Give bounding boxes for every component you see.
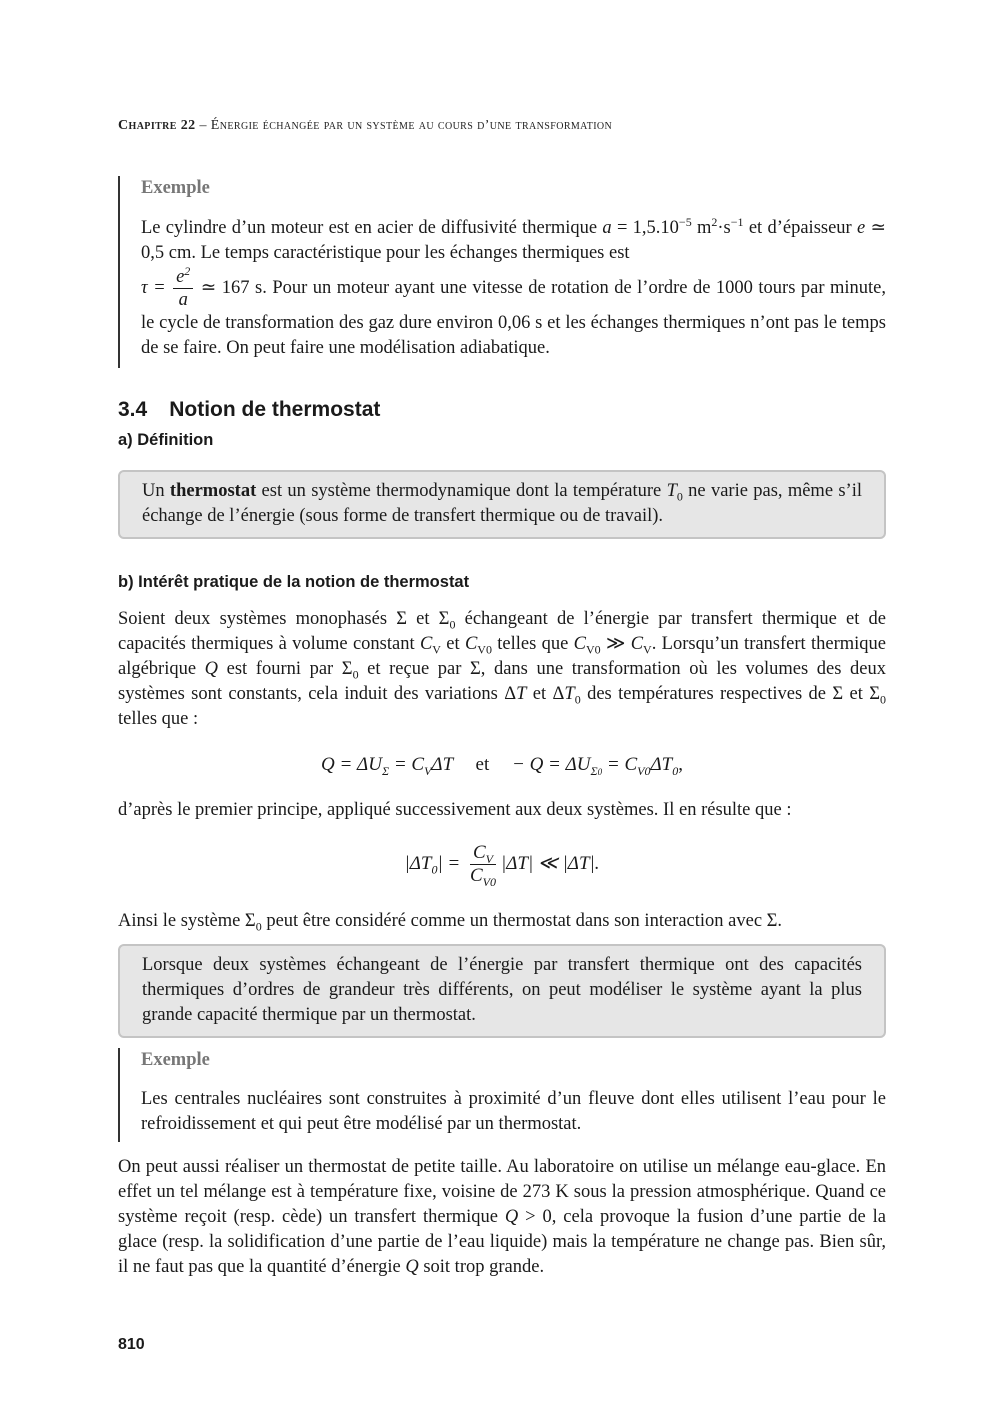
example-text: Les centrales nucléaires sont construites à proximité d’un fleuve dont elles utilisent l’eau pour le refroidissement et qui peut être modélisé par un thermostat. <box>141 1089 886 1134</box>
paragraph-4: On peut aussi réaliser un thermostat de petite taille. Au laboratoire on utilise un mélange eau-glace. En effet un tel mélange est à température fixe, voisine de 273 K sous la pression atmosphérique. Quand ce système reçoit (resp. cède) un transfert thermique Q > 0, cela provoque la fusion d’une partie de la glace (resp. la solidification d’une partie de l’eau liquide) mais la température ne change pas. Bien sûr, il ne faut pas que la quantité d’énergie Q soit trop grande. <box>118 1157 886 1277</box>
running-head: Chapitre 22 – Énergie échangée par un système au cours d’une transformation <box>118 118 613 133</box>
paragraph-2: d’après le premier principe, appliqué successivement aux deux systèmes. Il en résulte que : <box>118 800 792 820</box>
example-block-1 <box>118 176 886 368</box>
highlight-box: Lorsque deux systèmes échangeant de l’énergie par transfert thermique ont des capacités thermiques d’ordres de grandeur très différents, on peut modéliser le système ayant la plus grande capacité thermique par un thermostat. <box>118 944 886 1038</box>
example-label: Exemple <box>141 1050 210 1070</box>
definition-text: Un thermostat est un système thermodynamique dont la température $T_0$ ne varie pas, même s’il échange de l’énergie (sous forme de transfert thermique ou de travail). <box>142 481 862 526</box>
subsection-b-title: b) Intérêt pratique de la notion de thermostat <box>118 573 470 591</box>
example-label: Exemple <box>141 178 210 198</box>
equation-2: $|\Delta T_0|$ = $\frac{C_V}{C_{V0}}$ |ΔT| ≪ |ΔT|. <box>404 842 600 889</box>
chapter-label: Chapitre 22 <box>118 118 196 133</box>
chapter-title: Énergie échangée par un système au cours d’une transformation <box>210 118 613 133</box>
definition-box <box>118 470 886 539</box>
subsection-a-title: a) Définition <box>118 431 214 449</box>
section-title: 3.4 Notion de thermostat <box>118 398 381 421</box>
equation-1: $Q = \Delta U_\Sigma = C_V\Delta T$ et − $Q = \Delta U_{\Sigma 0} = C_{V0}\Delta T_0$, <box>321 754 683 778</box>
example-block-2 <box>118 1048 886 1142</box>
example-text: Le cylindre d’un moteur est en acier de diffusivité thermique $a = 1,5.10^{-5}$ $m^2\cdot s^{-1}$ et d’épaisseur e ≃ 0,5 cm. Le temps caractéristique pour les échanges thermiques est τ = $\frac{e^2}{a}$ ≃ 167 s. Pour un moteur ayant une vitesse de rotation de l’ordre de 1000 tours par minute, le cycle de transformation des gaz dure environ 0,06 s et les échanges thermiques n’ont pas le temps de se faire. On peut faire une modélisation adiabatique. <box>141 214 887 358</box>
paragraph-3: Ainsi le système $\Sigma_0$ peut être considéré comme un thermostat dans son interaction avec Σ. <box>118 911 783 934</box>
page-number: 810 <box>118 1336 145 1353</box>
paragraph-1: Soient deux systèmes monophasés Σ et $\Sigma_0$ échangeant de l’énergie par transfert thermique et de capacités thermiques à volume constant $C_V$ et $C_{V0}$ telles que $C_{V0}$ ≫ $C_V$. Lorsqu’un transfert thermique algébrique Q est fourni par $\Sigma_0$ et reçue par Σ, dans une transformation où les volumes des deux systèmes sont constants, cela induit des variations ΔT et $\Delta T_0$ des températures respectives de Σ et $\Sigma_0$ telles que : <box>118 609 887 729</box>
